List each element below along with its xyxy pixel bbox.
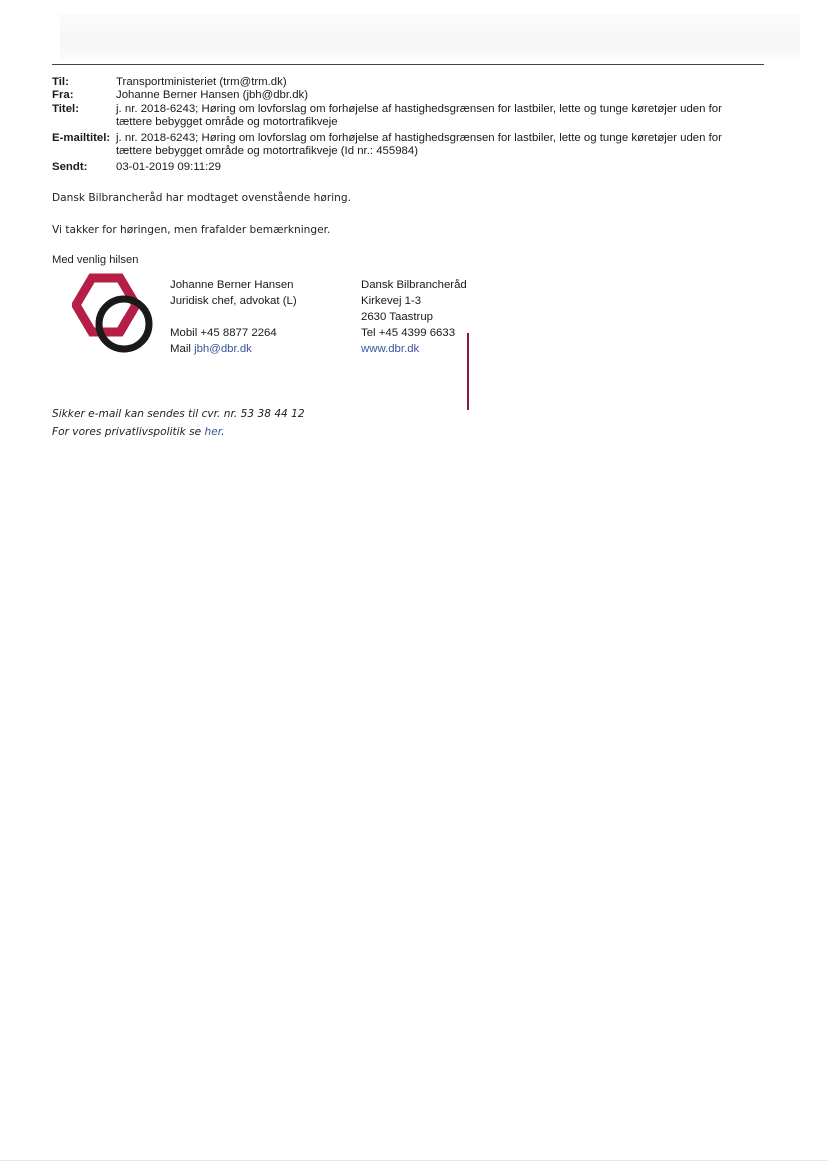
sig-street: Kirkevej 1-3 — [361, 295, 422, 307]
greeting: Med venlig hilsen — [52, 254, 139, 266]
from-value: Johanne Berner Hansen (jbh@dbr.dk) — [116, 89, 309, 101]
signature-organisation — [361, 277, 467, 357]
sent-label: Sendt: — [52, 161, 88, 173]
sig-name: Johanne Berner Hansen — [170, 279, 294, 291]
signature-person — [170, 277, 297, 357]
page-bottom-edge — [0, 1160, 828, 1161]
to-value: Transportministeriet (trm@trm.dk) — [116, 76, 287, 88]
title-value-line2: tættere bebygget område og motortrafikveje — [116, 116, 338, 128]
logo-overlap — [120, 318, 128, 332]
privacy-suffix: . — [221, 426, 225, 438]
sent-value: 03-01-2019 09:11:29 — [116, 161, 221, 173]
privacy-note — [52, 426, 225, 438]
dbr-logo-icon — [72, 270, 162, 370]
sig-mail-prefix: Mail — [170, 343, 195, 355]
body-line-thanks: Vi takker for høringen, men frafalder bemærkninger. — [52, 224, 331, 236]
privacy-link[interactable]: her — [204, 426, 222, 438]
body-line-received: Dansk Bilbrancheråd har modtaget ovenstående høring. — [52, 192, 351, 204]
sig-mail-link[interactable]: jbh@dbr.dk — [194, 343, 252, 355]
emailtitle-value-line1: j. nr. 2018-6243; Høring om lovforslag om forhøjelse af hastighedsgrænsen for lastbiler, lette og tunge køretøjer uden for — [116, 132, 722, 144]
title-value-line1: j. nr. 2018-6243; Høring om lovforslag om forhøjelse af hastighedsgrænsen for lastbiler, lette og tunge køretøjer uden for — [116, 103, 722, 115]
accent-bar — [467, 333, 469, 410]
sig-mail-row — [170, 341, 297, 357]
scan-artifact-header — [60, 14, 800, 60]
sig-city: 2630 Taastrup — [361, 311, 433, 323]
sig-role: Juridisk chef, advokat (L) — [170, 295, 297, 307]
sig-org: Dansk Bilbrancheråd — [361, 279, 467, 291]
from-label: Fra: — [52, 89, 74, 101]
emailtitle-label: E-mailtitel: — [52, 132, 111, 144]
privacy-prefix: For vores privatlivspolitik se — [52, 426, 205, 438]
sig-phone: Tel +45 4399 6633 — [361, 327, 456, 339]
header-rule — [52, 64, 764, 65]
emailtitle-value-line2: tættere bebygget område og motortrafikveje (Id nr.: 455984) — [116, 145, 419, 157]
sig-mobile: Mobil +45 8877 2264 — [170, 327, 277, 339]
to-label: Til: — [52, 76, 69, 88]
sig-web-link[interactable]: www.dbr.dk — [361, 343, 420, 355]
title-label: Titel: — [52, 103, 80, 115]
secure-mail-note: Sikker e-mail kan sendes til cvr. nr. 53 38 44 12 — [52, 408, 305, 420]
